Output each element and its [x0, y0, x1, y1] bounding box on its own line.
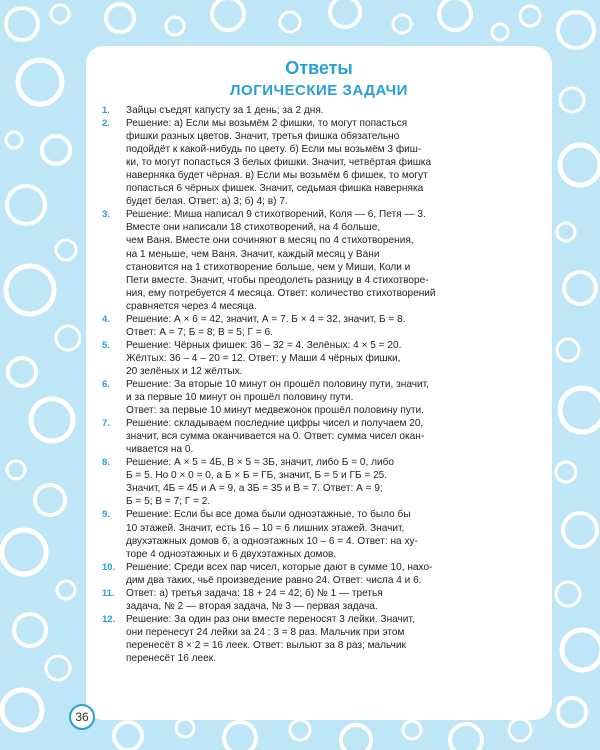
item-number: 10. — [102, 561, 116, 573]
list-item — [102, 104, 544, 117]
item-number: 7. — [102, 418, 110, 430]
item-text: Решение: Если бы все дома были одноэтажные, то было бы 10 этажей. Значит, есть 16 – 10 = 6 лишних этажей. Значит, двухэтажных домов 6, а одноэтажных 10 – 6 = 4. Ответ: на ху- торе 4 одноэтажных и 6 двухэтажных домов. — [126, 509, 418, 560]
item-text: Решение: Миша написал 9 стихотворений, Коля — 6, Петя — 3. Вместе они написали 18 стихотворений, на 4 больше, чем Ваня. Вместе они сочиняют в месяц по 4 стихотворения, на 1 меньше, чем Ваня. Значит, каждый месяц у Вани становится на 1 стихотворение больше, чем у Миши, Коли и Пети вместе. Значит, чтобы преодолеть разницу в 4 стихотворе- ния, ему потребуется 4 месяца. Ответ: количество стихотворений сравняется через 4 месяца. — [126, 209, 436, 312]
list-item — [102, 561, 544, 587]
item-text: Решение: Среди всех пар чисел, которые дают в сумме 10, нахо- дим два таких, чьё произведение равно 24. Ответ: числа 4 и 6. — [126, 561, 433, 586]
item-text: Решение: А × 5 = 4Б, В × 5 = 3Б, значит, либо Б = 0, либо Б = 5. Но 0 × 0 = 0, а Б × Б = ГБ, значит, Б = 5 и ГБ = 25. Значит, 4Б = 45 и А = 9, а 3Б = 35 и В = 7. Ответ: А = 9; Б = 5; В = 7; Г = 2. — [126, 457, 395, 508]
item-number: 2. — [102, 118, 110, 130]
item-number: 1. — [102, 105, 110, 116]
item-number: 11. — [102, 587, 115, 599]
item-text: Решение: складываем последние цифры чисел и получаем 20, значит, вся сумма оканчивается на 0. Ответ: сумма чисел окан- чивается на 0. — [126, 418, 425, 456]
item-text: Решение: а) Если мы возьмём 2 фишки, то могут попасться фишки разных цветов. Значит, третья фишка обязательно подойдёт к какой-нибудь по цвету. б) Если мы возьмём 3 фиш- ки, то могут попасться 3 белых фишки. Значит, четвёртая фишка наверняка будет чёрная. в) Если мы возьмём 6 фишек, то могут попасться 6 чёрных фишек. Значит, седьмая фишка наверняка будет белая. Ответ: а) 3; б) 4; в) 7. — [126, 118, 432, 208]
item-text: Решение: За один раз они вместе переносят 3 лейки. Значит, они перенесут 24 лейки за 24 : 3 = 8 раз. Мальчик при этом перенесёт 8 × 2 = 16 леек. Ответ: выльют за 8 раз; мальчик перенесёт 16 леек. — [126, 613, 415, 664]
list-item — [102, 117, 544, 208]
page-title: Ответы — [285, 58, 353, 78]
answers-list — [102, 104, 544, 665]
list-item — [102, 508, 544, 560]
list-item — [102, 313, 544, 339]
list-item — [102, 456, 544, 508]
item-text: Зайцы съедят капусту за 1 день; за 2 дня. — [126, 105, 324, 116]
item-text: Решение: Чёрных фишек: 36 – 32 = 4. Зелёных: 4 × 5 = 20. Жёлтых: 36 – 4 – 20 = 12. Ответ: у Маши 4 чёрных фишки, 20 зелёных и 12 жёлтых. — [126, 339, 402, 377]
item-number: 12. — [102, 613, 116, 625]
list-item — [102, 208, 544, 312]
list-item — [102, 378, 544, 417]
item-number: 5. — [102, 339, 110, 351]
item-text: Ответ: а) третья задача: 18 + 24 = 42; б) № 1 — третья задача, № 2 — вторая задача, № 3 — первая задача. — [126, 587, 383, 612]
list-item — [102, 613, 544, 665]
page-number: 36 — [69, 704, 95, 730]
item-text: Решение: За вторые 10 минут он прошёл половину пути, значит, и за первые 10 минут он прошёл половину пути. Ответ: за первые 10 минут медвежонок прошёл половину пути. — [126, 378, 429, 417]
list-item — [102, 587, 544, 613]
item-number: 8. — [102, 457, 110, 469]
answers-panel — [86, 46, 552, 720]
section-title: ЛОГИЧЕСКИЕ ЗАДАЧИ — [230, 82, 408, 99]
item-text: Решение: А × 6 = 42, значит, А = 7. Б × 4 = 32, значит, Б = 8. Ответ: А = 7; Б = 8; В = 5; Г = 6. — [126, 313, 406, 338]
list-item — [102, 339, 544, 378]
item-number: 6. — [102, 378, 110, 390]
item-number: 3. — [102, 209, 110, 221]
list-item — [102, 417, 544, 456]
item-number: 9. — [102, 509, 110, 521]
item-number: 4. — [102, 313, 110, 325]
